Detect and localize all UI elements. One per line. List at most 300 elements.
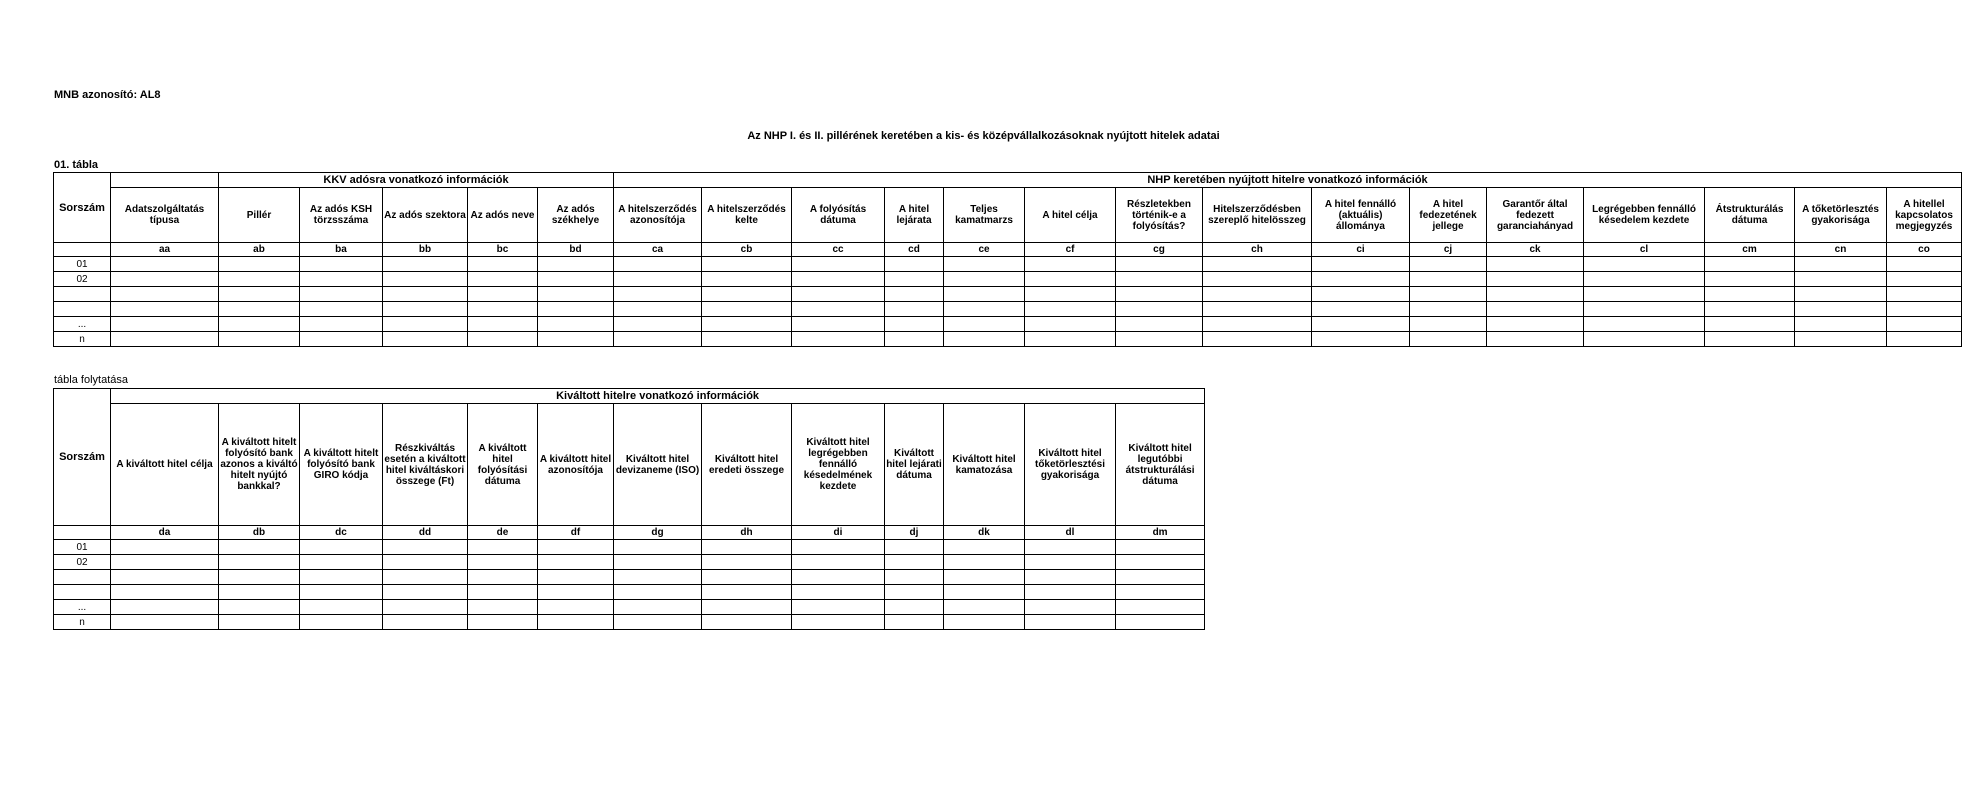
table-row	[54, 302, 1962, 317]
column-header-bb: Az adós szektora	[383, 188, 468, 243]
data-cell-cm[interactable]	[1705, 272, 1795, 287]
data-cell-cn[interactable]	[1795, 287, 1887, 302]
data-cell-dk[interactable]	[944, 615, 1025, 630]
data-cell-dm[interactable]	[1116, 540, 1205, 555]
data-cell-bd[interactable]	[538, 257, 614, 272]
data-cell-ck[interactable]	[1487, 272, 1584, 287]
column-header-ca: A hitelszerződés azonosítója	[614, 188, 702, 243]
data-cell-ca[interactable]	[614, 257, 702, 272]
data-cell-bd[interactable]	[538, 302, 614, 317]
data-cell-bc[interactable]	[468, 287, 538, 302]
column-header-cn: A tőketörlesztés gyakorisága	[1795, 188, 1887, 243]
column-code-bc: bc	[468, 243, 538, 257]
data-cell-cj[interactable]	[1410, 287, 1487, 302]
data-cell-bb[interactable]	[383, 332, 468, 347]
data-cell-dk[interactable]	[944, 555, 1025, 570]
data-cell-ch[interactable]	[1203, 257, 1312, 272]
data-cell-cb[interactable]	[702, 302, 792, 317]
data-cell-co[interactable]	[1887, 257, 1962, 272]
column-code-dk: dk	[944, 526, 1025, 540]
table-01	[53, 172, 1962, 347]
data-cell-ce[interactable]	[944, 272, 1025, 287]
data-cell-ck[interactable]	[1487, 287, 1584, 302]
data-cell-dj[interactable]	[885, 555, 944, 570]
data-cell-bc[interactable]	[468, 317, 538, 332]
data-cell-dc[interactable]	[300, 615, 383, 630]
data-cell-df[interactable]	[538, 570, 614, 585]
data-cell-co[interactable]	[1887, 302, 1962, 317]
data-cell-ab[interactable]	[219, 317, 300, 332]
data-cell-dk[interactable]	[944, 540, 1025, 555]
column-header-dk: Kiváltott hitel kamatozása	[944, 404, 1025, 526]
data-cell-dd[interactable]	[383, 570, 468, 585]
column-code-cd: cd	[885, 243, 944, 257]
data-cell-cn[interactable]	[1795, 317, 1887, 332]
data-cell-cc[interactable]	[792, 287, 885, 302]
row-number: n	[54, 615, 111, 630]
data-cell-bb[interactable]	[383, 287, 468, 302]
table-row	[54, 615, 1205, 630]
data-cell-ba[interactable]	[300, 272, 383, 287]
column-code-ab: ab	[219, 243, 300, 257]
data-cell-ce[interactable]	[944, 317, 1025, 332]
column-code-dm: dm	[1116, 526, 1205, 540]
row-number: 01	[54, 257, 111, 272]
data-cell-cg[interactable]	[1116, 287, 1203, 302]
data-cell-cb[interactable]	[702, 287, 792, 302]
data-cell-da[interactable]	[111, 600, 219, 615]
data-cell-ci[interactable]	[1312, 272, 1410, 287]
data-cell-de[interactable]	[468, 600, 538, 615]
data-cell-da[interactable]	[111, 585, 219, 600]
table-row	[54, 287, 1962, 302]
column-code-ch: ch	[1203, 243, 1312, 257]
data-cell-da[interactable]	[111, 540, 219, 555]
data-cell-dh[interactable]	[702, 615, 792, 630]
data-cell-dg[interactable]	[614, 555, 702, 570]
column-code-de: de	[468, 526, 538, 540]
data-cell-dj[interactable]	[885, 585, 944, 600]
data-cell-dd[interactable]	[383, 615, 468, 630]
data-cell-bc[interactable]	[468, 257, 538, 272]
column-header-cl: Legrégebben fennálló késedelem kezdete	[1584, 188, 1705, 243]
data-cell-db[interactable]	[219, 615, 300, 630]
data-cell-cj[interactable]	[1410, 317, 1487, 332]
data-cell-dg[interactable]	[614, 540, 702, 555]
data-cell-ci[interactable]	[1312, 287, 1410, 302]
data-cell-bd[interactable]	[538, 287, 614, 302]
data-cell-dd[interactable]	[383, 540, 468, 555]
data-cell-bd[interactable]	[538, 272, 614, 287]
data-cell-db[interactable]	[219, 570, 300, 585]
data-cell-ch[interactable]	[1203, 332, 1312, 347]
data-cell-db[interactable]	[219, 600, 300, 615]
data-cell-aa[interactable]	[111, 257, 219, 272]
data-cell-de[interactable]	[468, 540, 538, 555]
data-cell-bc[interactable]	[468, 332, 538, 347]
column-code-bb: bb	[383, 243, 468, 257]
column-code-cj: cj	[1410, 243, 1487, 257]
column-code-di: di	[792, 526, 885, 540]
data-cell-cc[interactable]	[792, 317, 885, 332]
row-number	[54, 585, 111, 600]
data-cell-dl[interactable]	[1025, 600, 1116, 615]
column-code-dj: dj	[885, 526, 944, 540]
column-header-cd: A hitel lejárata	[885, 188, 944, 243]
data-cell-dg[interactable]	[614, 615, 702, 630]
data-cell-dm[interactable]	[1116, 585, 1205, 600]
data-cell-db[interactable]	[219, 585, 300, 600]
row-number: ...	[54, 317, 111, 332]
data-cell-aa[interactable]	[111, 287, 219, 302]
data-cell-ce[interactable]	[944, 257, 1025, 272]
data-cell-di[interactable]	[792, 585, 885, 600]
column-header-ch: Hitelszerződésben szereplő hitelösszeg	[1203, 188, 1312, 243]
column-code-cl: cl	[1584, 243, 1705, 257]
column-code-ci: ci	[1312, 243, 1410, 257]
data-cell-bc[interactable]	[468, 272, 538, 287]
data-cell-dc[interactable]	[300, 540, 383, 555]
data-cell-ch[interactable]	[1203, 317, 1312, 332]
data-cell-cj[interactable]	[1410, 272, 1487, 287]
data-cell-dc[interactable]	[300, 585, 383, 600]
data-cell-cn[interactable]	[1795, 302, 1887, 317]
column-code-dg: dg	[614, 526, 702, 540]
column-header-cg: Részletekben történik-e a folyósítás?	[1116, 188, 1203, 243]
data-cell-dj[interactable]	[885, 615, 944, 630]
data-cell-ck[interactable]	[1487, 332, 1584, 347]
table-row	[54, 540, 1205, 555]
row-number: n	[54, 332, 111, 347]
data-cell-db[interactable]	[219, 540, 300, 555]
row-number: 02	[54, 272, 111, 287]
data-cell-dh[interactable]	[702, 585, 792, 600]
data-cell-cf[interactable]	[1025, 302, 1116, 317]
data-cell-cn[interactable]	[1795, 257, 1887, 272]
data-cell-ck[interactable]	[1487, 257, 1584, 272]
data-cell-dl[interactable]	[1025, 615, 1116, 630]
data-cell-cd[interactable]	[885, 317, 944, 332]
data-cell-cl[interactable]	[1584, 272, 1705, 287]
data-cell-de[interactable]	[468, 555, 538, 570]
data-cell-cn[interactable]	[1795, 272, 1887, 287]
data-cell-ca[interactable]	[614, 272, 702, 287]
data-cell-aa[interactable]	[111, 272, 219, 287]
data-cell-ba[interactable]	[300, 302, 383, 317]
column-header-cc: A folyósítás dátuma	[792, 188, 885, 243]
data-cell-dm[interactable]	[1116, 570, 1205, 585]
data-cell-bd[interactable]	[538, 332, 614, 347]
column-code-cg: cg	[1116, 243, 1203, 257]
group-header-nhp: NHP keretében nyújtott hitelre vonatkozó információk	[614, 173, 1962, 188]
group-header-kkv: KKV adósra vonatkozó információk	[219, 173, 614, 188]
column-code-cm: cm	[1705, 243, 1795, 257]
row-number	[54, 287, 111, 302]
data-cell-dk[interactable]	[944, 600, 1025, 615]
data-cell-cd[interactable]	[885, 302, 944, 317]
column-code-dc: dc	[300, 526, 383, 540]
data-cell-df[interactable]	[538, 600, 614, 615]
data-cell-aa[interactable]	[111, 302, 219, 317]
data-cell-di[interactable]	[792, 615, 885, 630]
data-cell-bd[interactable]	[538, 317, 614, 332]
data-cell-dc[interactable]	[300, 555, 383, 570]
data-cell-di[interactable]	[792, 555, 885, 570]
data-cell-cj[interactable]	[1410, 257, 1487, 272]
data-cell-cm[interactable]	[1705, 257, 1795, 272]
data-cell-dd[interactable]	[383, 555, 468, 570]
data-cell-co[interactable]	[1887, 272, 1962, 287]
data-cell-cl[interactable]	[1584, 302, 1705, 317]
data-cell-dh[interactable]	[702, 555, 792, 570]
data-cell-dc[interactable]	[300, 600, 383, 615]
table-row	[54, 272, 1962, 287]
data-cell-cd[interactable]	[885, 332, 944, 347]
column-header-dd: Részkiváltás esetén a kiváltott hitel kiváltáskori összege (Ft)	[383, 404, 468, 526]
data-cell-cb[interactable]	[702, 272, 792, 287]
data-cell-cg[interactable]	[1116, 302, 1203, 317]
data-cell-ca[interactable]	[614, 332, 702, 347]
data-cell-cg[interactable]	[1116, 317, 1203, 332]
data-cell-di[interactable]	[792, 600, 885, 615]
data-cell-de[interactable]	[468, 570, 538, 585]
code-cell-empty	[54, 243, 111, 257]
data-cell-ab[interactable]	[219, 257, 300, 272]
column-header-ab: Pillér	[219, 188, 300, 243]
column-header-dc: A kiváltott hitelt folyósító bank GIRO kódja	[300, 404, 383, 526]
data-cell-dg[interactable]	[614, 585, 702, 600]
data-cell-da[interactable]	[111, 570, 219, 585]
column-code-cc: cc	[792, 243, 885, 257]
data-cell-dc[interactable]	[300, 570, 383, 585]
data-cell-dk[interactable]	[944, 585, 1025, 600]
row-number: 01	[54, 540, 111, 555]
code-cell-empty	[54, 526, 111, 540]
table-row	[54, 555, 1205, 570]
data-cell-dh[interactable]	[702, 540, 792, 555]
table-continuation	[53, 388, 1205, 630]
data-cell-di[interactable]	[792, 570, 885, 585]
data-cell-dd[interactable]	[383, 600, 468, 615]
data-cell-dm[interactable]	[1116, 615, 1205, 630]
data-cell-db[interactable]	[219, 555, 300, 570]
data-cell-aa[interactable]	[111, 317, 219, 332]
data-cell-cf[interactable]	[1025, 257, 1116, 272]
column-code-df: df	[538, 526, 614, 540]
data-cell-cf[interactable]	[1025, 287, 1116, 302]
data-cell-cn[interactable]	[1795, 332, 1887, 347]
data-cell-ci[interactable]	[1312, 257, 1410, 272]
data-cell-dm[interactable]	[1116, 555, 1205, 570]
data-cell-dj[interactable]	[885, 540, 944, 555]
row-number	[54, 302, 111, 317]
data-cell-cl[interactable]	[1584, 257, 1705, 272]
data-cell-co[interactable]	[1887, 332, 1962, 347]
data-cell-bb[interactable]	[383, 272, 468, 287]
data-cell-ca[interactable]	[614, 287, 702, 302]
data-cell-co[interactable]	[1887, 317, 1962, 332]
table-row	[54, 332, 1962, 347]
column-code-row	[54, 243, 1962, 257]
document-title: Az NHP I. és II. pillérének keretében a kis- és középvállalkozásoknak nyújtott hitelek adatai	[747, 130, 1220, 142]
data-cell-cc[interactable]	[792, 272, 885, 287]
column-code-ca: ca	[614, 243, 702, 257]
data-cell-cd[interactable]	[885, 272, 944, 287]
data-cell-de[interactable]	[468, 585, 538, 600]
column-header-db: A kiváltott hitelt folyósító bank azonos a kiváltó hitelt nyújtó bankkal?	[219, 404, 300, 526]
column-header-ci: A hitel fennálló (aktuális) állománya	[1312, 188, 1410, 243]
table1-label: 01. tábla	[54, 159, 99, 171]
table-row	[54, 600, 1205, 615]
column-header-dh: Kiváltott hitel eredeti összege	[702, 404, 792, 526]
data-cell-dd[interactable]	[383, 585, 468, 600]
data-cell-df[interactable]	[538, 615, 614, 630]
column-header-df: A kiváltott hitel azonosítója	[538, 404, 614, 526]
row-number: 02	[54, 555, 111, 570]
data-cell-dh[interactable]	[702, 600, 792, 615]
group-header-row	[54, 173, 1962, 188]
data-cell-dm[interactable]	[1116, 600, 1205, 615]
data-cell-cc[interactable]	[792, 302, 885, 317]
data-cell-ci[interactable]	[1312, 317, 1410, 332]
data-cell-da[interactable]	[111, 615, 219, 630]
data-cell-aa[interactable]	[111, 332, 219, 347]
data-cell-ck[interactable]	[1487, 317, 1584, 332]
column-header-bc: Az adós neve	[468, 188, 538, 243]
data-cell-cf[interactable]	[1025, 272, 1116, 287]
data-cell-di[interactable]	[792, 540, 885, 555]
data-cell-bc[interactable]	[468, 302, 538, 317]
group-header-blank	[111, 173, 219, 188]
column-header-de: A kiváltott hitel folyósítási dátuma	[468, 404, 538, 526]
row-number	[54, 570, 111, 585]
data-cell-ab[interactable]	[219, 272, 300, 287]
data-cell-ab[interactable]	[219, 332, 300, 347]
column-code-co: co	[1887, 243, 1962, 257]
data-cell-ch[interactable]	[1203, 302, 1312, 317]
data-cell-da[interactable]	[111, 555, 219, 570]
data-cell-dh[interactable]	[702, 570, 792, 585]
column-code-dd: dd	[383, 526, 468, 540]
column-code-aa: aa	[111, 243, 219, 257]
data-cell-cl[interactable]	[1584, 332, 1705, 347]
column-header-da: A kiváltott hitel célja	[111, 404, 219, 526]
data-cell-cj[interactable]	[1410, 302, 1487, 317]
column-header-cf: A hitel célja	[1025, 188, 1116, 243]
data-cell-cc[interactable]	[792, 257, 885, 272]
column-code-cb: cb	[702, 243, 792, 257]
data-cell-dl[interactable]	[1025, 570, 1116, 585]
data-cell-dk[interactable]	[944, 570, 1025, 585]
data-cell-bb[interactable]	[383, 302, 468, 317]
data-cell-co[interactable]	[1887, 287, 1962, 302]
column-header-di: Kiváltott hitel legrégebben fennálló késedelmének kezdete	[792, 404, 885, 526]
column-code-ba: ba	[300, 243, 383, 257]
data-cell-dj[interactable]	[885, 600, 944, 615]
data-cell-cf[interactable]	[1025, 317, 1116, 332]
group-header-kivaltott: Kiváltott hitelre vonatkozó információk	[111, 389, 1205, 404]
mnb-identifier: MNB azonosító: AL8	[54, 89, 161, 101]
data-cell-dg[interactable]	[614, 570, 702, 585]
data-cell-ce[interactable]	[944, 332, 1025, 347]
data-cell-cm[interactable]	[1705, 302, 1795, 317]
data-cell-cb[interactable]	[702, 257, 792, 272]
data-cell-dl[interactable]	[1025, 555, 1116, 570]
data-cell-ca[interactable]	[614, 317, 702, 332]
data-cell-ba[interactable]	[300, 287, 383, 302]
column-header-cm: Átstrukturálás dátuma	[1705, 188, 1795, 243]
data-cell-ck[interactable]	[1487, 302, 1584, 317]
column-header-dm: Kiváltott hitel legutóbbi átstrukturálási dátuma	[1116, 404, 1205, 526]
data-cell-cb[interactable]	[702, 317, 792, 332]
data-cell-ch[interactable]	[1203, 272, 1312, 287]
table-row	[54, 317, 1962, 332]
column-code-ck: ck	[1487, 243, 1584, 257]
data-cell-dg[interactable]	[614, 600, 702, 615]
data-cell-dl[interactable]	[1025, 540, 1116, 555]
data-cell-ch[interactable]	[1203, 287, 1312, 302]
data-cell-df[interactable]	[538, 585, 614, 600]
row-number: ...	[54, 600, 111, 615]
data-cell-ba[interactable]	[300, 257, 383, 272]
data-cell-cd[interactable]	[885, 287, 944, 302]
column-header-co: A hitellel kapcsolatos megjegyzés	[1887, 188, 1962, 243]
column-code-cf: cf	[1025, 243, 1116, 257]
data-cell-ce[interactable]	[944, 287, 1025, 302]
data-cell-cm[interactable]	[1705, 317, 1795, 332]
data-cell-ab[interactable]	[219, 302, 300, 317]
data-cell-cl[interactable]	[1584, 317, 1705, 332]
data-cell-cf[interactable]	[1025, 332, 1116, 347]
data-cell-ba[interactable]	[300, 317, 383, 332]
data-cell-ce[interactable]	[944, 302, 1025, 317]
data-cell-cd[interactable]	[885, 257, 944, 272]
data-cell-cg[interactable]	[1116, 272, 1203, 287]
column-header-aa: Adatszolgáltatás típusa	[111, 188, 219, 243]
data-cell-ci[interactable]	[1312, 332, 1410, 347]
data-cell-cg[interactable]	[1116, 257, 1203, 272]
data-cell-ca[interactable]	[614, 302, 702, 317]
column-header-dg: Kiváltott hitel devizaneme (ISO)	[614, 404, 702, 526]
data-cell-dl[interactable]	[1025, 585, 1116, 600]
data-cell-df[interactable]	[538, 540, 614, 555]
data-cell-cg[interactable]	[1116, 332, 1203, 347]
data-cell-cc[interactable]	[792, 332, 885, 347]
data-cell-bb[interactable]	[383, 257, 468, 272]
data-cell-de[interactable]	[468, 615, 538, 630]
data-cell-df[interactable]	[538, 555, 614, 570]
data-cell-bb[interactable]	[383, 317, 468, 332]
data-cell-cb[interactable]	[702, 332, 792, 347]
data-cell-ci[interactable]	[1312, 302, 1410, 317]
column-code-db: db	[219, 526, 300, 540]
column-header-row	[54, 404, 1205, 526]
data-cell-cm[interactable]	[1705, 287, 1795, 302]
column-header-row	[54, 188, 1962, 243]
column-header-ba: Az adós KSH törzsszáma	[300, 188, 383, 243]
sorszam-header: Sorszám	[54, 173, 111, 243]
data-cell-cl[interactable]	[1584, 287, 1705, 302]
data-cell-ab[interactable]	[219, 287, 300, 302]
data-cell-ba[interactable]	[300, 332, 383, 347]
data-cell-cj[interactable]	[1410, 332, 1487, 347]
table2-label: tábla folytatása	[54, 374, 128, 386]
column-header-dl: Kiváltott hitel tőketörlesztési gyakorisága	[1025, 404, 1116, 526]
data-cell-dj[interactable]	[885, 570, 944, 585]
data-cell-cm[interactable]	[1705, 332, 1795, 347]
column-code-cn: cn	[1795, 243, 1887, 257]
column-header-bd: Az adós székhelye	[538, 188, 614, 243]
